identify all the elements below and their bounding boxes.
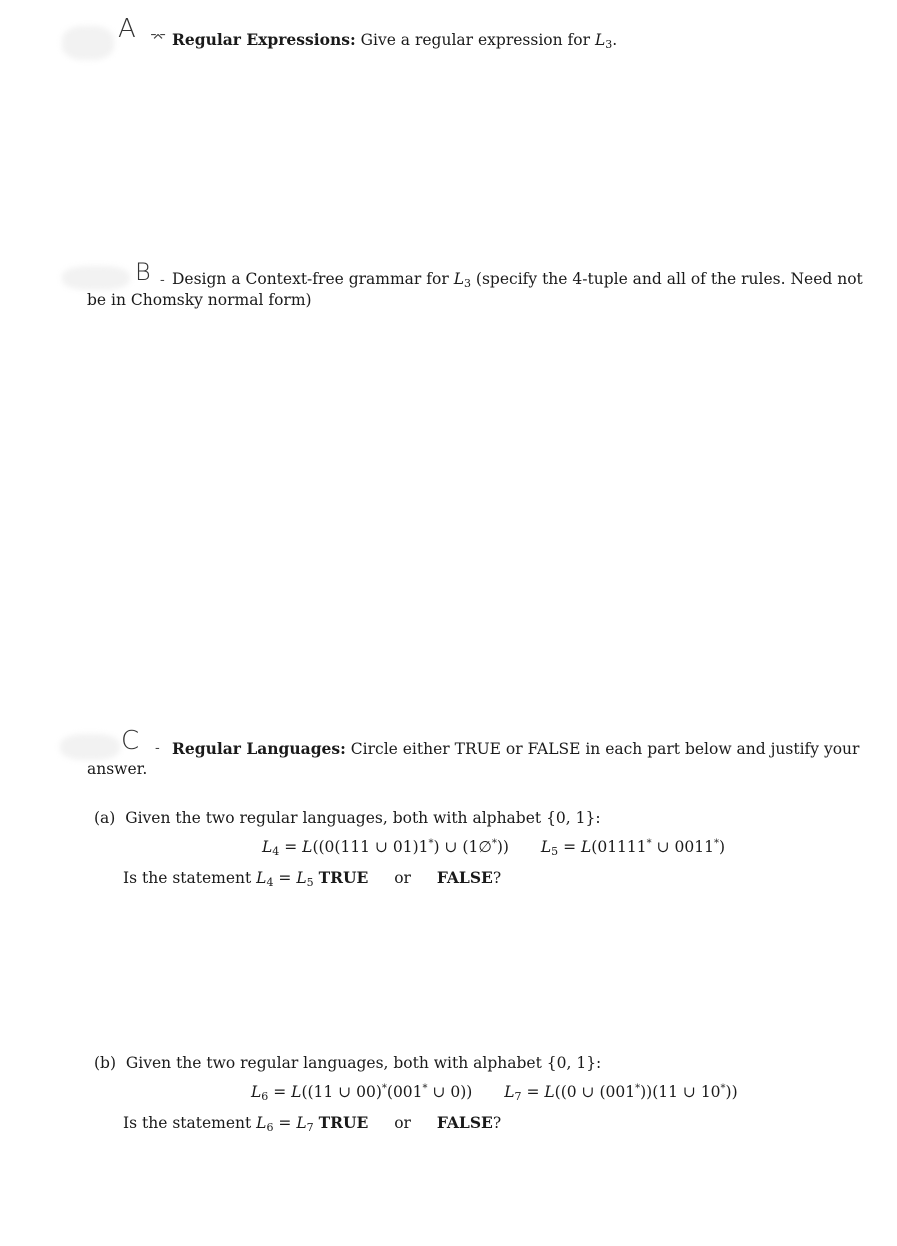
part-a-true-option[interactable]: TRUE xyxy=(318,868,369,887)
section-a-text: Give a regular expression for xyxy=(360,31,590,49)
handwritten-mark-b: B xyxy=(135,258,151,286)
part-b-false-option[interactable]: FALSE xyxy=(436,1113,493,1132)
part-a-alphabet: {0, 1}: xyxy=(546,809,601,827)
part-b-question-prefix: Is the statement xyxy=(123,1114,252,1132)
part-a-false-option[interactable]: FALSE xyxy=(436,868,493,887)
dash-c: - xyxy=(155,740,160,756)
section-b-text-1: Design a Context-free grammar for xyxy=(172,270,449,288)
section-c-heading: Regular Languages: xyxy=(172,739,346,758)
dash-b: - xyxy=(160,272,165,288)
part-a-equations xyxy=(262,838,725,858)
part-b-or: or xyxy=(394,1114,411,1132)
part-a-question: Is the statement $L_4 = L_5$ TRUE or FALSE? xyxy=(123,868,502,889)
part-b-true-option[interactable]: TRUE xyxy=(318,1113,369,1132)
part-a-given-text: Given the two regular languages, both with alphabet xyxy=(125,809,542,827)
part-b-question: Is the statement $L_6 = L_7$ TRUE or FALSE? xyxy=(123,1113,502,1134)
section-a-prompt: Regular Expressions: Give a regular expression for $L_3$. xyxy=(172,30,618,51)
l4-definition: $L_4 = L((0(111$ ∪ 01)1*) ∪ (1∅*)) xyxy=(262,838,509,858)
part-b-alphabet: {0, 1}: xyxy=(546,1054,602,1072)
section-c-prompt xyxy=(172,739,859,758)
section-a-heading: Regular Expressions: xyxy=(172,30,356,49)
part-b-label: (b) xyxy=(94,1054,117,1072)
part-b-statement: $L_6 = L_7$ xyxy=(256,1114,314,1134)
erased-mark-a xyxy=(62,26,114,60)
part-a-given xyxy=(94,809,601,827)
handwritten-mark-a: A xyxy=(118,14,136,44)
part-b-equations xyxy=(251,1083,738,1103)
dash-a: ⌤ xyxy=(150,30,167,46)
handwritten-mark-c: C xyxy=(121,726,140,756)
l6-definition: $L_6 = L((11$ ∪ 00)*(001* ∪ 0)) xyxy=(251,1083,473,1103)
section-c-prompt-cont: answer. xyxy=(87,760,148,778)
part-a-question-prefix: Is the statement xyxy=(123,869,252,887)
section-c-text: Circle either TRUE or FALSE in each part below and justify your xyxy=(350,740,860,758)
l3-symbol: $L_3$ xyxy=(594,31,613,51)
erased-mark-b xyxy=(62,266,130,290)
section-b-prompt-line-1 xyxy=(172,270,863,290)
part-b-given-text: Given the two regular languages, both with alphabet xyxy=(125,1054,542,1072)
section-b-text-2: (specify the 4-tuple and all of the rules. Need not xyxy=(475,270,863,288)
erased-mark-c xyxy=(60,734,120,760)
part-b-given xyxy=(94,1054,601,1072)
l5-definition: $L_5 = L(01111^*$ ∪ 0011*) xyxy=(540,838,725,858)
part-a-or: or xyxy=(394,869,411,887)
part-a-statement: $L_4 = L_5$ xyxy=(256,869,314,889)
section-b-prompt-line-2: be in Chomsky normal form) xyxy=(87,291,312,309)
l7-definition: $L_7 = L((0$ ∪ (001*))(11 ∪ 10*)) xyxy=(504,1083,738,1103)
l3-symbol: $L_3$ xyxy=(453,270,471,290)
part-a-label: (a) xyxy=(94,809,116,827)
